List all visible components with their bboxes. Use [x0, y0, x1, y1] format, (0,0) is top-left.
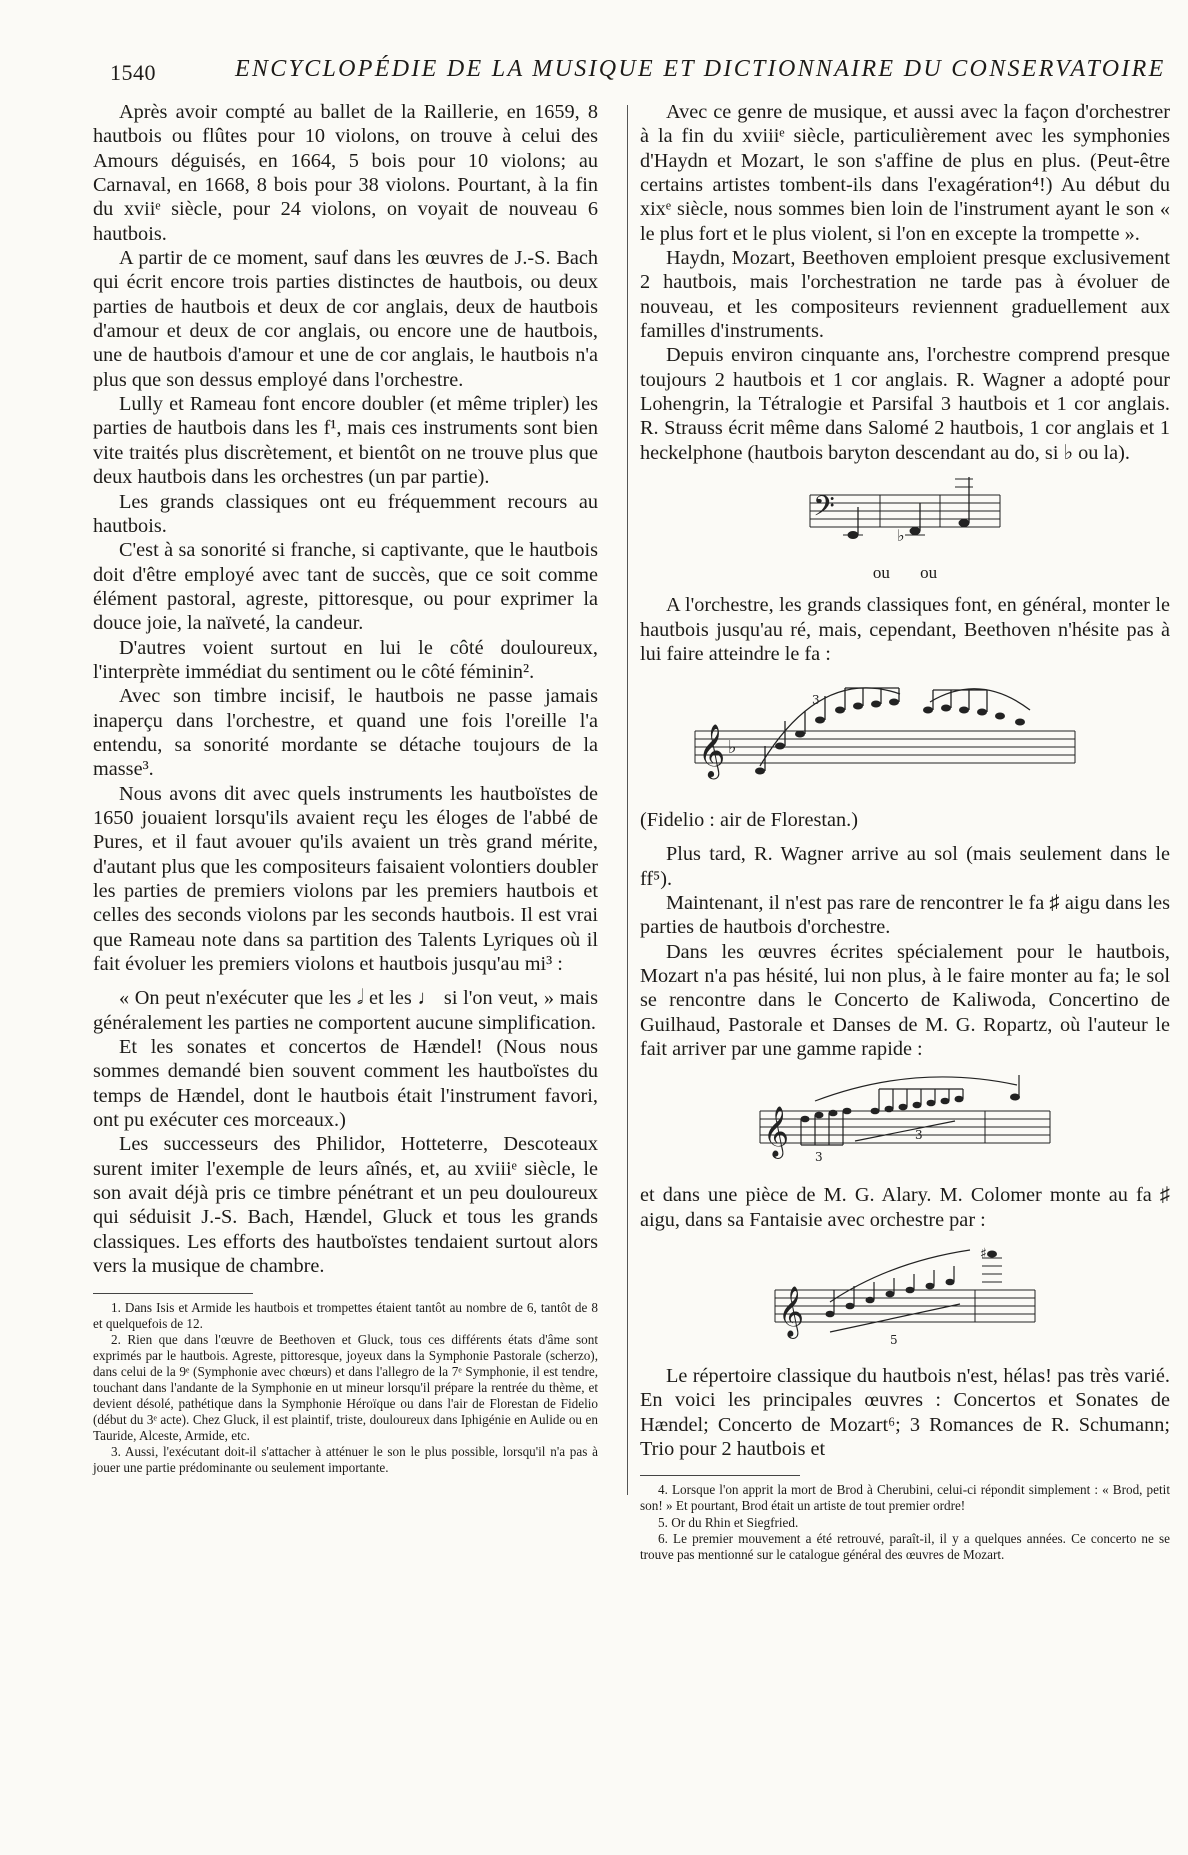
footnote-rule — [93, 1293, 253, 1294]
running-title: ENCYCLOPÉDIE DE LA MUSIQUE ET DICTIONNAIRE DU CONSERVATOIRE — [235, 56, 1166, 82]
svg-text:♭: ♭ — [897, 526, 905, 546]
paragraph: C'est à sa sonorité si franche, si captivante, que le hautbois doit d'être employé avec tant de succès, que ce soit comme élément pastoral, agreste, pittoresque, ou pour exprimer la douce joie, la naïveté, la candeur. — [93, 539, 598, 635]
paragraph: Avec son timbre incisif, le hautbois ne passe jamais inaperçu dans l'orchestre, et quand une fois l'oreille l'a entendu, sa sonorité mordante se détache toujours de la masse³. — [93, 685, 598, 781]
paragraph: et dans une pièce de M. G. Alary. M. Colomer monte au fa ♯ aigu, dans sa Fantaisie avec orchestre par : — [640, 1184, 1170, 1231]
footnote: 2. Rien que dans l'œuvre de Beethoven et Gluck, tous ces différents états d'âme sont exprimés par le hautbois. Agreste, pittoresque, joyeux dans la Symphonie Pastorale (scherzo), dans celui de la 9ᵉ (Symphonie avec chœurs) et dans l'allegro de la 7ᵉ Symphonie, il est tendre, touchant dans l'andante de la Symphonie en ut mineur lorsqu'il prépare la rentrée du thème, et devient désolé, pathétique dans la Symphonie Héroïque ou dans l'air de Florestan de Fidelio (début du 3ᵉ acte). Chez Gluck, il est plaintif, triste, douloureux dans Iphigénie en Aulide ou en Tauride, Alceste, Armide, etc. — [93, 1331, 598, 1444]
svg-text:3: 3 — [815, 1150, 823, 1165]
paragraph: Lully et Rameau font encore doubler (et même tripler) les parties de hautbois dans les f¹, mais ces instruments sont bien vite traités plus discrètement, et bientôt on ne trouve plus que deux hautbois dans les orchestres (un par partie). — [93, 393, 598, 489]
music-example-heckelphone-range — [805, 475, 1005, 565]
paragraph: Après avoir compté au ballet de la Raillerie, en 1659, 8 hautbois ou flûtes pour 10 violons, on trouve à celui des Amours déguisés, en 1664, 5 bois pour 10 violons; au Carnaval, en 1668, 8 bois pour 38 violons. Pourtant, à la fin du xviiᵉ siècle, pour 24 violons, on voyait de nouveau 6 hautbois. — [93, 101, 598, 245]
paragraph: Plus tard, R. Wagner arrive au sol (mais seulement dans le ff⁵). — [640, 843, 1170, 890]
example-labels — [640, 563, 1170, 583]
svg-text:𝄞: 𝄞 — [698, 723, 726, 778]
paragraph: Depuis environ cinquante ans, l'orchestre comprend presque toujours 2 hautbois et 1 cor anglais. R. Wagner a adopté pour Lohengrin, la Tétralogie et Parsifal 3 hautbois et 1 cor anglais. R. Strauss écrit même dans Salomé 2 hautbois, 1 cor anglais et 1 heckelphone (hautbois baryton descendant au do, si ♭ ou la). — [640, 344, 1170, 464]
tuplet-label: 3 — [915, 1128, 923, 1143]
paragraph: Haydn, Mozart, Beethoven emploient presque exclusivement 2 hautbois, mais l'orchestration ne tarde pas à évoluer de nouveau, et les compositeurs reviennent graduellement aux familles d'instruments. — [640, 247, 1170, 343]
quotation: « On peut n'exécuter que les 𝅗𝅥 et les ♩ si l'on veut, » mais généralement les parties ne comportent aucune simplification. — [93, 987, 598, 1034]
footnote: 3. Aussi, l'exécutant doit-il s'attacher à atténuer le son le plus possible, lorsqu'il n'a pas à jouer une partie prédominante ou seulement importante. — [93, 1444, 598, 1476]
paragraph: A partir de ce moment, sauf dans les œuvres de J.-S. Bach qui écrit encore trois parties distinctes de hautbois, ou deux parties de hautbois et deux de cor anglais, deux de hautbois d'amour et deux de cor anglais, ou encore une de hautbois, une de hautbois d'amour et une de cor anglais, le hautbois n'a plus que son dessus employé dans l'orchestre. — [93, 247, 598, 391]
paragraph: Le répertoire classique du hautbois n'est, hélas! pas très varié. En voici les principales œuvres : Concertos et Sonates de Hændel; Concerto de Mozart⁶; 3 Romances de R. Schumann; Trio pour 2 hautbois et — [640, 1364, 1170, 1460]
svg-text:𝄞: 𝄞 — [778, 1285, 805, 1337]
footnote: 6. Le premier mouvement a été retrouvé, paraît-il, il y a quelques années. Ce concerto ne se trouve pas mentionné sur le catalogue général des œuvres de Mozart. — [640, 1530, 1170, 1562]
svg-text:3: 3 — [812, 693, 820, 708]
tuplet-label: 5 — [890, 1332, 898, 1347]
footnotes — [640, 1482, 1170, 1562]
paragraph: Les grands classiques ont eu fréquemment recours au hautbois. — [93, 490, 598, 537]
example-label: ou — [872, 563, 890, 583]
footnote: 1. Dans Isis et Armide les hautbois et trompettes étaient tantôt au nombre de 6, tantôt de 8 et quelquefois de 12. — [93, 1299, 598, 1331]
paragraph: Nous avons dit avec quels instruments les hautboïstes de 1650 jouaient lorsqu'ils avaient reçu les éloges de l'abbé de Pures, et il faut avouer qu'ils avaient un très grand mérite, d'autant plus que les compositeurs faisaient volontiers doubler les parties de premiers violons par les premiers hautbois et celles des seconds violons par les seconds hautbois. Il est vrai que Rameau note dans sa partition des Talents Lyriques où il fait évoluer les premiers violons et hautbois jusqu'au mi³ : — [93, 782, 598, 976]
footnote: 4. Lorsque l'on apprit la mort de Brod à Cherubini, celui-ci répondit simplement : « Brod, petit son! » Et pourtant, Brod était un artiste de tout premier ordre! — [640, 1482, 1170, 1514]
paragraph: Et les sonates et concertos de Hændel! (Nous nous sommes demandé bien souvent comment les hautboïstes du temps de Hændel, dont le hautbois était l'instrument favori, ont pu exécuter ces morceaux.) — [93, 1036, 598, 1132]
paragraph: Dans les œuvres écrites spécialement pour le hautbois, Mozart n'a pas hésité, lui non plus, à le faire monter au fa; le sol se rencontre dans le Concerto de Kaliwoda, Concertino de Guilhaud, Pastorale et Danses de M. G. Ropartz, où l'auteur le fait arriver par une gamme rapide : — [640, 940, 1170, 1060]
example-caption: (Fidelio : air de Florestan.) — [640, 809, 858, 832]
page-header — [110, 56, 1166, 86]
svg-text:𝄢: 𝄢 — [813, 490, 835, 531]
svg-text:♭: ♭ — [728, 737, 737, 759]
column-divider — [627, 105, 628, 1495]
music-example-colomer — [770, 1242, 1040, 1352]
paragraph: Les successeurs des Philidor, Hotteterre, Descoteaux surent imiter l'exemple de leurs aînés, et, au xviiiᵉ siècle, le son avait déjà pris ce timbre pénétrant et un peu douloureux qui séduisit J.-S. Bach, Hændel, Gluck et tous les grands classiques. Les efforts des hautboïstes tendaient surtout alors vers la musique de chambre. — [93, 1133, 598, 1278]
footnote-rule — [640, 1475, 800, 1476]
svg-text:♯: ♯ — [980, 1245, 987, 1262]
page-number: 1540 — [110, 60, 156, 85]
paragraph: D'autres voient surtout en lui le côté douloureux, l'interprète immédiat du sentiment ou le côté féminin². — [93, 636, 598, 683]
right-column — [640, 100, 1170, 1563]
paragraph: A l'orchestre, les grands classiques font, en général, monter le hautbois jusqu'au ré, mais, cependant, Beethoven n'hésite pas à lui faire atteindre le fa : — [640, 594, 1170, 665]
paragraph: Maintenant, il n'est pas rare de rencontrer le fa ♯ aigu dans les parties de hautbois d'orchestre. — [640, 891, 1170, 939]
left-column — [93, 100, 598, 1477]
footnotes — [93, 1300, 598, 1477]
music-example-scale — [755, 1071, 1055, 1171]
svg-text:𝄞: 𝄞 — [763, 1106, 790, 1158]
music-example-fidelio — [690, 676, 1080, 796]
paragraph: Avec ce genre de musique, et aussi avec la façon d'orchestrer à la fin du xviiiᵉ siècle, particulièrement avec les symphonies d'Haydn et Mozart, le son s'affine de plus en plus. (Peut-être certains artistes tombent-ils dans l'exagération⁴!) Au début du xixᵉ siècle, nous sommes bien loin de l'instrument ayant le son « le plus fort et le plus violent, si l'on en excepte la trompette ». — [640, 101, 1170, 245]
example-label: ou — [920, 563, 938, 583]
footnote: 5. Or du Rhin et Siegfried. — [658, 1514, 799, 1530]
